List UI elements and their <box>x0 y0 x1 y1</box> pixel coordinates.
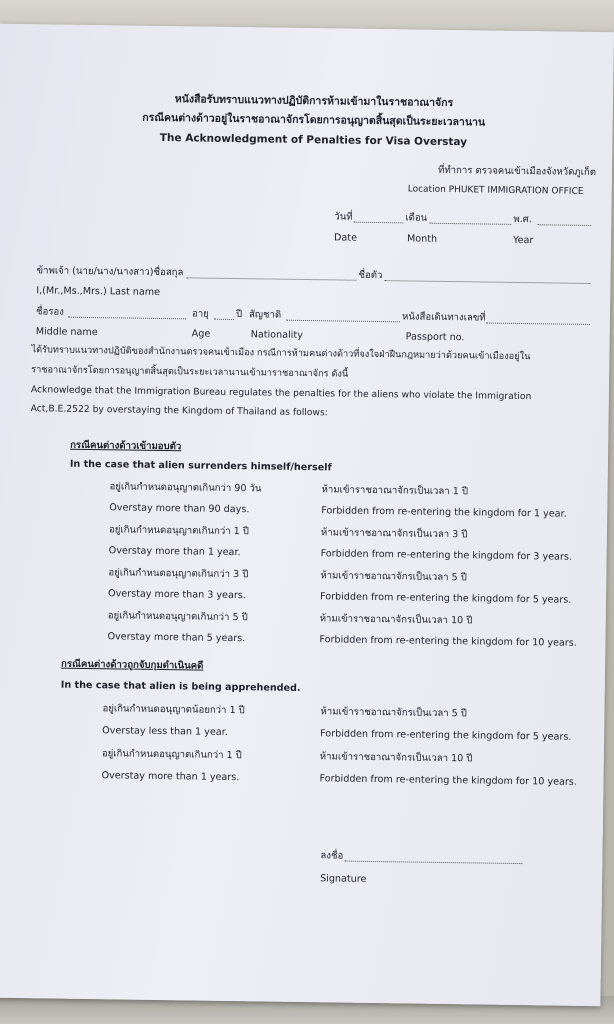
middle-name-label: Middle name <box>35 326 98 339</box>
page-title: The Acknowledgment of Penalties for Visa Overstay <box>159 131 468 149</box>
age-label-thai: อายุ <box>191 308 209 320</box>
age-label: Age <box>191 328 211 340</box>
surrender-row2-right-thai: ห้ามเข้าราชอาณาจักรเป็นเวลา 3 ปี <box>320 527 468 541</box>
acknowledge-english-line2: Act,B.E.2522 by overstaying the Kingdom of Thailand as follows: <box>30 403 328 419</box>
age-line <box>214 319 234 320</box>
first-name-label-thai: ชื่อตัว <box>358 269 383 282</box>
surrender-row2-left-thai: อยู่เกินกำหนดอนุญาตเกินกว่า 1 ปี <box>108 524 250 538</box>
month-label: Month <box>406 233 438 245</box>
apprehended-row1-left-thai: อยู่เกินกำหนดอนุญาตน้อยกว่า 1 ปี <box>102 703 245 717</box>
day-label-thai: วันที่ <box>334 211 353 223</box>
location-english: Location PHUKET IMMIGRATION OFFICE <box>407 184 584 197</box>
apprehended-row1-left: Overstay less than 1 year. <box>102 725 228 738</box>
surrender-row1-right-thai: ห้ามเข้าราชอาณาจักรเป็นเวลา 1 ปี <box>321 484 469 498</box>
name-label-thai: ข้าพเจ้า (นาย/นาง/นางสาว)ชื่อสกุล <box>36 265 184 279</box>
apprehended-row2-right-thai: ห้ามเข้าราชอาณาจักรเป็นเวลา 10 ปี <box>319 751 473 765</box>
apprehended-heading: In the case that alien is being apprehended. <box>60 679 301 694</box>
apprehended-row2-left: Overstay more than 1 years. <box>101 770 240 784</box>
year-line <box>537 224 591 226</box>
apprehended-row1-right-thai: ห้ามเข้าราชอาณาจักรเป็นเวลา 5 ปี <box>320 706 468 720</box>
location-thai: ที่ทำการ ตรวจคนเข้าเมืองจังหวัดภูเก็ต <box>437 164 597 179</box>
signature-line[interactable] <box>344 861 522 864</box>
surrender-row3-right: Forbidden from re-entering the kingdom for 5 years. <box>319 591 572 606</box>
last-name-line <box>186 277 356 280</box>
middle-name-line <box>68 317 186 320</box>
nationality-line <box>286 320 400 323</box>
surrender-row3-left-thai: อยู่เกินกำหนดอนุญาตเกินกว่า 3 ปี <box>108 567 249 581</box>
acknowledge-thai-line1: ได้รับทราบแนวทางปฏิบัติของสำนักงานตรวจคนเข้าเมือง กรณีการห้ามคนต่างด้าวที่จงใจฝ่าฝืนกฎหมายว่าด้วยคนเข้าเมืองอยู่ใน <box>31 344 531 363</box>
apprehended-row2-left-thai: อยู่เกินกำหนดอนุญาตเกินกว่า 1 ปี <box>101 748 242 762</box>
thai-title-line2: กรณีคนต่างด้าวอยู่ในราชอาณาจักรโดยการอนุญาตสิ้นสุดเป็นระยะเวลานาน <box>142 111 486 129</box>
surrender-row2-left: Overstay more than 1 year. <box>108 545 241 559</box>
document-page <box>0 24 614 1006</box>
year-label: Year <box>512 234 534 247</box>
surrender-row2-right: Forbidden from re-entering the kingdom for 3 years. <box>320 548 573 563</box>
last-name-label: I,(Mr.,Ms.,Mrs.) Last name <box>36 285 161 298</box>
surrender-row1-left-thai: อยู่เกินกำหนดอนุญาตเกินกว่า 90 วัน <box>109 481 262 495</box>
passport-line <box>486 323 590 325</box>
nationality-label: Nationality <box>250 329 303 341</box>
surrender-row4-right: Forbidden from re-entering the kingdom for 10 years. <box>319 634 577 649</box>
apprehended-heading-thai: กรณีคนต่างด้าวถูกจับกุมดำเนินคดี <box>61 658 204 672</box>
surrender-row4-right-thai: ห้ามเข้าราชอาณาจักรเป็นเวลา 10 ปี <box>319 613 473 627</box>
first-name-line <box>384 280 590 284</box>
day-line <box>353 222 403 224</box>
thai-title-line1: หนังสือรับทราบแนวทางปฏิบัติการห้ามเข้ามาในราชอาณาจักร <box>174 93 454 110</box>
passport-label: Passport no. <box>405 331 465 344</box>
signature-label-thai: ลงชื่อ <box>320 850 344 862</box>
apprehended-row1-right: Forbidden from re-entering the kingdom for 5 years. <box>320 728 572 743</box>
passport-label-thai: หนังสือเดินทางเลขที่ <box>401 311 486 324</box>
surrender-heading: In the case that alien surrenders himself/herself <box>69 458 332 474</box>
years-label-thai: ปี <box>235 309 243 321</box>
month-line <box>429 223 511 225</box>
apprehended-row2-right: Forbidden from re-entering the kingdom for 10 years. <box>319 773 577 788</box>
nationality-label-thai: สัญชาติ <box>248 309 282 321</box>
surrender-row4-left: Overstay more than 5 years. <box>107 631 246 645</box>
surrender-row1-left: Overstay more than 90 days. <box>109 502 250 516</box>
acknowledge-english-line1: Acknowledge that the Immigration Bureau regulates the penalties for the aliens who violate the Immigration <box>30 384 532 403</box>
surrender-heading-thai: กรณีคนต่างด้าวเข้ามอบตัว <box>70 439 182 453</box>
middle-name-label-thai: ชื่อรอง <box>35 306 64 318</box>
month-label-thai: เดือน <box>405 212 428 224</box>
surrender-row4-left-thai: อยู่เกินกำหนดอนุญาตเกินกว่า 5 ปี <box>107 610 248 624</box>
signature-label: Signature <box>320 873 367 885</box>
date-label: Date <box>333 232 358 244</box>
surrender-row3-right-thai: ห้ามเข้าราชอาณาจักรเป็นเวลา 5 ปี <box>320 570 467 584</box>
surrender-row1-right: Forbidden from re-entering the kingdom for 1 year. <box>321 505 567 520</box>
surrender-row3-left: Overstay more than 3 years. <box>108 588 246 602</box>
year-label-thai: พ.ศ. <box>513 213 532 226</box>
acknowledge-thai-line2: ราชอาณาจักรโดยการอนุญาตสิ้นสุดเป็นระยะเวลานานเข้ามาราชอาณาจักร ดังนี้ <box>31 364 349 380</box>
